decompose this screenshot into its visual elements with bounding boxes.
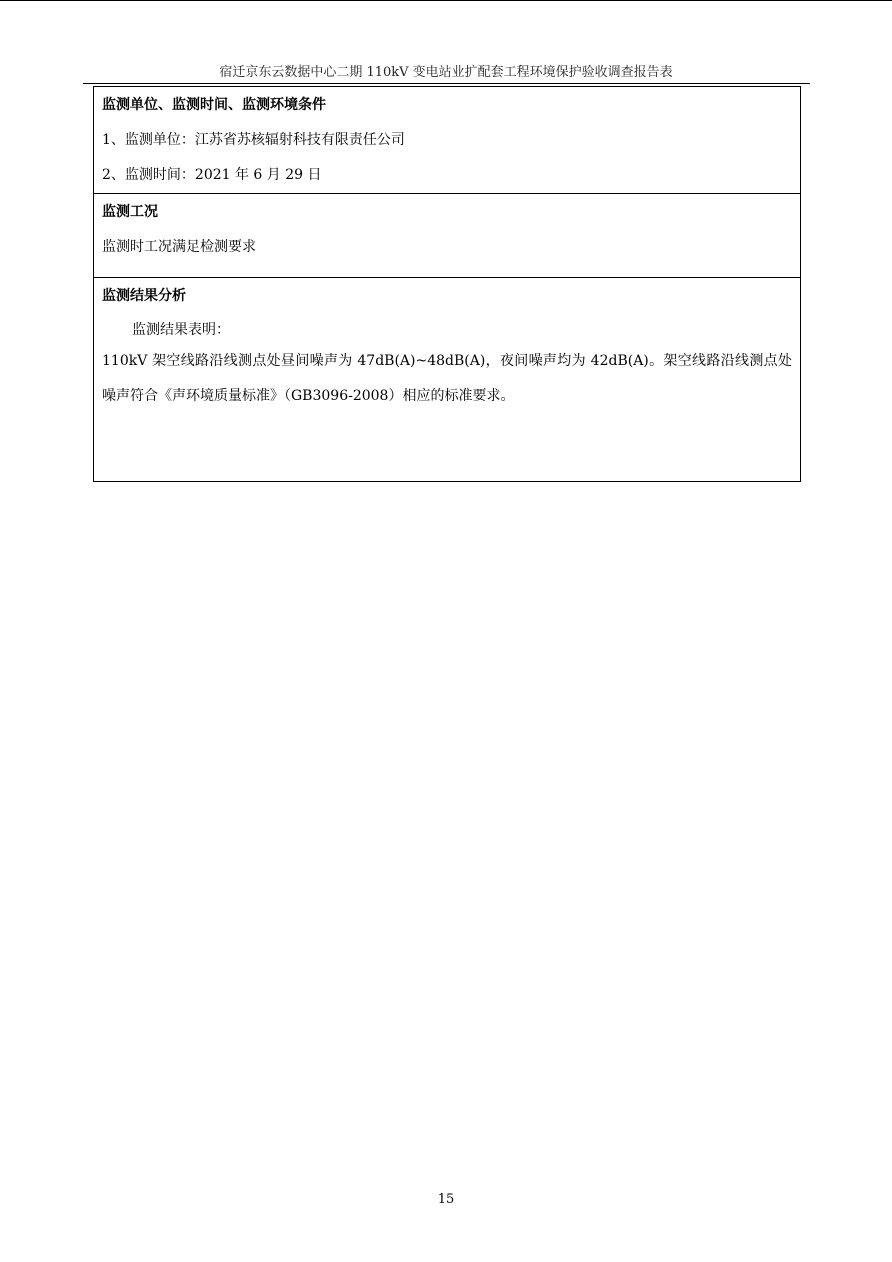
report-table (93, 86, 801, 482)
section-monitoring-conditions (94, 87, 800, 193)
section-title-result-analysis: 监测结果分析 (102, 288, 186, 304)
page-number: 15 (437, 1192, 455, 1207)
section-title-monitoring-conditions: 监测单位、监测时间、监测环境条件 (102, 97, 326, 113)
section-working-conditions (94, 193, 800, 277)
result-intro: 监测结果表明： (132, 322, 230, 338)
header-divider (83, 83, 810, 84)
monitoring-time-line: 2、监测时间：2021 年 6 月 29 日 (102, 167, 322, 183)
result-paragraph: 110kV 架空线路沿线测点处昼间噪声为 47dB(A)~48dB(A)，夜间噪声均为 42dB(A)。架空线路沿线测点处噪声符合《声环境质量标准》（GB3096-2008）相应的标准要求。 (102, 353, 792, 404)
working-conditions-text: 监测时工况满足检测要求 (102, 239, 256, 255)
top-border-line (0, 0, 892, 1)
monitoring-unit-line: 1、监测单位：江苏省苏核辐射科技有限责任公司 (102, 132, 405, 148)
section-title-working-conditions: 监测工况 (102, 204, 158, 220)
section-result-analysis (94, 277, 800, 481)
running-header: 宿迁京东云数据中心二期 110kV 变电站业扩配套工程环境保护验收调查报告表 (219, 65, 673, 80)
